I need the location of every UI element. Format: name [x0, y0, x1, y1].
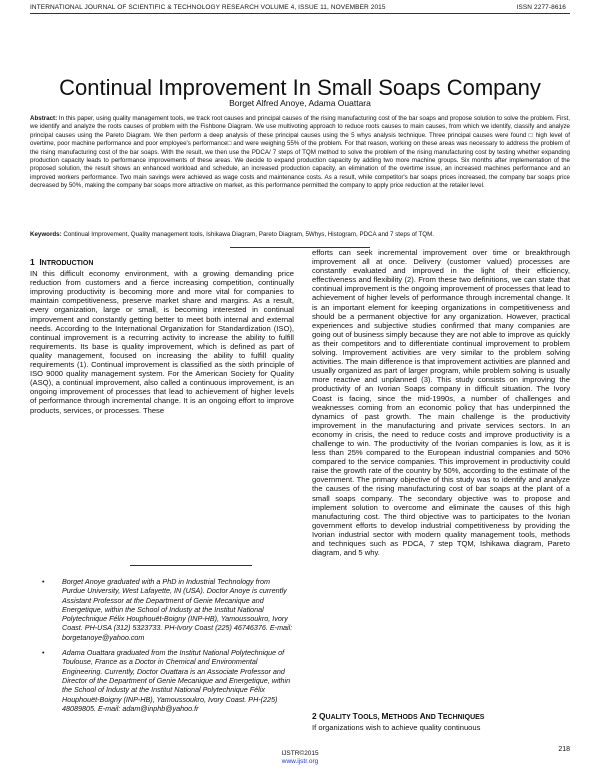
section-1-initial: I	[39, 257, 42, 267]
section-2-title-part: UALITY	[325, 714, 353, 721]
journal-name: INTERNATIONAL JOURNAL OF SCIENTIFIC & TECHNOLOGY RESEARCH VOLUME 4, ISSUE 11, NOVEMBER 2015	[30, 4, 386, 11]
page-footer	[0, 750, 600, 766]
section-2-title-part: Q	[319, 711, 326, 721]
section-2-paragraph: If organizations wish to achieve quality continuous	[312, 723, 481, 733]
abstract	[30, 115, 570, 191]
footnote-divider	[130, 565, 252, 566]
section-2-title-part: ETHODS	[388, 714, 420, 721]
section-2-title-part: ECHNIQUES	[442, 714, 485, 721]
authors: Borget Alfred Anoye, Adama Ouattara	[229, 98, 371, 108]
section-2-number: 2	[312, 711, 317, 721]
keywords-text: Continual Improvement, Quality management tools, Ishikawa Diagram, Pareto Diagram, 5Whys, Histogram, PDCA and 7 steps of TQM.	[61, 231, 434, 238]
section-2	[312, 712, 570, 732]
right-column	[312, 248, 570, 557]
author-footnotes	[62, 577, 294, 719]
abstract-label: Abstract:	[30, 115, 58, 122]
section-2-title-part: T	[437, 711, 443, 721]
section-1-title-rest: NTRODUCTION	[41, 260, 94, 267]
paper-title: Continual Improvement In Small Soaps Company	[59, 74, 541, 100]
section-2-heading	[312, 712, 570, 722]
section-2-title-part: OOLS,	[357, 714, 382, 721]
page-number: 218	[558, 746, 570, 753]
footer-url-link[interactable]: www.ijstr.org	[281, 758, 319, 765]
section-1-continued: efforts can seek incremental improvement over time or breakthrough improvement all at once. Delivery (customer valued) processes are constantly evaluated and improved in the light of their efficiency, effectiveness and flexibility (2). From these two definitions, we can state that continual improvement is the ongoing improvement of processes that lead to achievement of higher levels of performance through incremental change. It is an important element for keeping organizations in competitiveness and should be a permanent objective for any organization. However, practical experiences and subjective studies confirmed that many companies are going out of business simply because they are not able to improve as quickly as their competitors and to differentiate continual improvement to problem solving. Improvement activities are very similar to the problem solving activities. The main difference is that improvement activities are planned and usually organized as part of larger program, while problem solving is usually more reactive and unplanned (3). This study consists on improving the productivity of an Ivorian Soaps company in difficult situation. The Ivory Coast is facing, since the mid-1990s, a number of challenges and weaknesses coming from an economic policy that has underpinned the dynamics of past growth. The main challenge is the productivity improvement in the manufacturing and private services sectors. In an economy in crisis, the need to reduce costs and improve productivity is a challenge to win. The productivity of the Ivorian companies is low, as it is less than 25% compared to the European industrial companies and 50% compared to the service companies. This improvement in productivity could raise the growth rate of the country by 50%, according to the estimate of the government. The primary objective of this study was to identify and analyze the causes of the rising manufacturing cost of bar soaps at the plant of a small soaps company. The secondary objective was to propose and implement solution to overcome and eliminate the causes of this high manufacturing cost. The third objective was to participates to the Ivorian government efforts to develop industrial competitiveness by providing the Ivorian industrial sector with modern quality management tools, methods and techniques such as PDCA, 7 step TQM, Ishikawa diagram, Pareto diagram, and 5 why.	[312, 248, 570, 558]
left-column	[30, 258, 294, 415]
footer-code: IJSTR©2015	[281, 750, 319, 757]
header-divider	[30, 13, 570, 14]
footnote-ouattara: • Adama Ouattara graduated from the Institut National Polytechnique of Toulouse, France as a Doctor in Chemical and Environmental Engineering. Currently, Doctor Ouattara is an Associate Professor and Director of the Department of Genie Mecanique and Energetique, within the School of Industy at the Institut National Polytechnique Félix Houphouët-Boigny (INP-HB), Yamoussoukro, Ivory Coast. PH-(225) 48089805. E-mail: adam@inphb@yahoo.fr	[62, 648, 294, 713]
footnote-anoye: • Borget Anoye graduated with a PhD in Industrial Technology from Purdue University, West Lafayette, IN (USA). Doctor Anoye is currently Assistant Professor at the Department of Genie Mecanique and Energetique, within the School of Industy at the Institut National Polytechnique Félix Houphouët-Boigny (INP-HB), Yamoussoukro, Ivory Coast. PH-USA (312) 5323733. PH-Ivory Coast (225) 46746376. E-mail: borgetanoye@yahoo.com	[62, 577, 294, 642]
section-1-paragraph: IN this difficult economy environment, with a growing demanding price reduction from customers and a fierce increasing competition, continually improving productivity is becoming more and more vital for companies to maintain competitiveness, preserve market share and margins. As a result, every organization, large or small, is becoming interested in continual improvement and constantly getting better to meet both internal and external needs. According to the International Organization for Standardization (ISO), continual improvement is a recurring activity to increase the ability to fulfill requirements. Its base is quality improvement, which is defined as part of quality management, focused on increasing the ability to fulfill quality requirements (1). Continual improvement is classified as the sixth principle of ISO 9000 quality management system. For the American Society for Quality (ASQ), a continual improvement, also called a continuous improvement, is an ongoing improvement of processes that lead to achievement of higher levels of performance through incremental change. It is an ongoing effort to improve products, services, or processes. These	[30, 269, 294, 415]
section-2-title-part: A	[419, 711, 426, 721]
keywords	[30, 231, 570, 239]
section-2-title-part: M	[381, 711, 389, 721]
section-2-title-part: ND	[425, 714, 438, 721]
issn: ISSN 2277-8616	[516, 4, 566, 11]
abstract-text: In this paper, using quality management tools, we track root causes and principal causes of the rising manufacturing cost of the bar soaps and propose solution to solve the problem. First, we identify and analyze the roots causes of problem with the Fishbone Diagram. We use multivoting approach to reduce roots causes to main causes, from which we identify, classify and analyze principal causes using the Pareto Diagram. We then perform a deep analysis of these principal causes using the 5 whys analysis technique. Three principal causes were found □ high level of overtime, poor machine performance and poor employee's performance□ and were weighing 55% of the problem. For that reason, working on these areas was necessary to address the problem of the rising manufacturing cost of the bar soaps. With the result, we then use the PDCA/ 7 steps of TQM method to solve the problem of the rising manufacturing cost by testing whether expanding production capacity leads to performance improvements of these areas. We decide to expand production capacity by adding two more machine groups. Six months after implementation of the proposed solution, the result shows an enhanced workload and schedule, an increased production capacity, an elimination of the overtime issue, an increased machines performance and an improved workers performance. Two main savings were achieved as wage costs and maintenance costs. As a result, while competitor's bar soaps prices increased, the company bar soaps price decreased by 50%, making the company bar soaps more attractive on market, as this performance permitted the company to apply price reduction at the retailer level.	[30, 115, 570, 190]
section-1-heading	[30, 258, 294, 268]
keywords-label: Keywords:	[30, 231, 62, 238]
section-1-number: 1	[30, 257, 35, 267]
section-2-title-part: T	[352, 711, 358, 721]
